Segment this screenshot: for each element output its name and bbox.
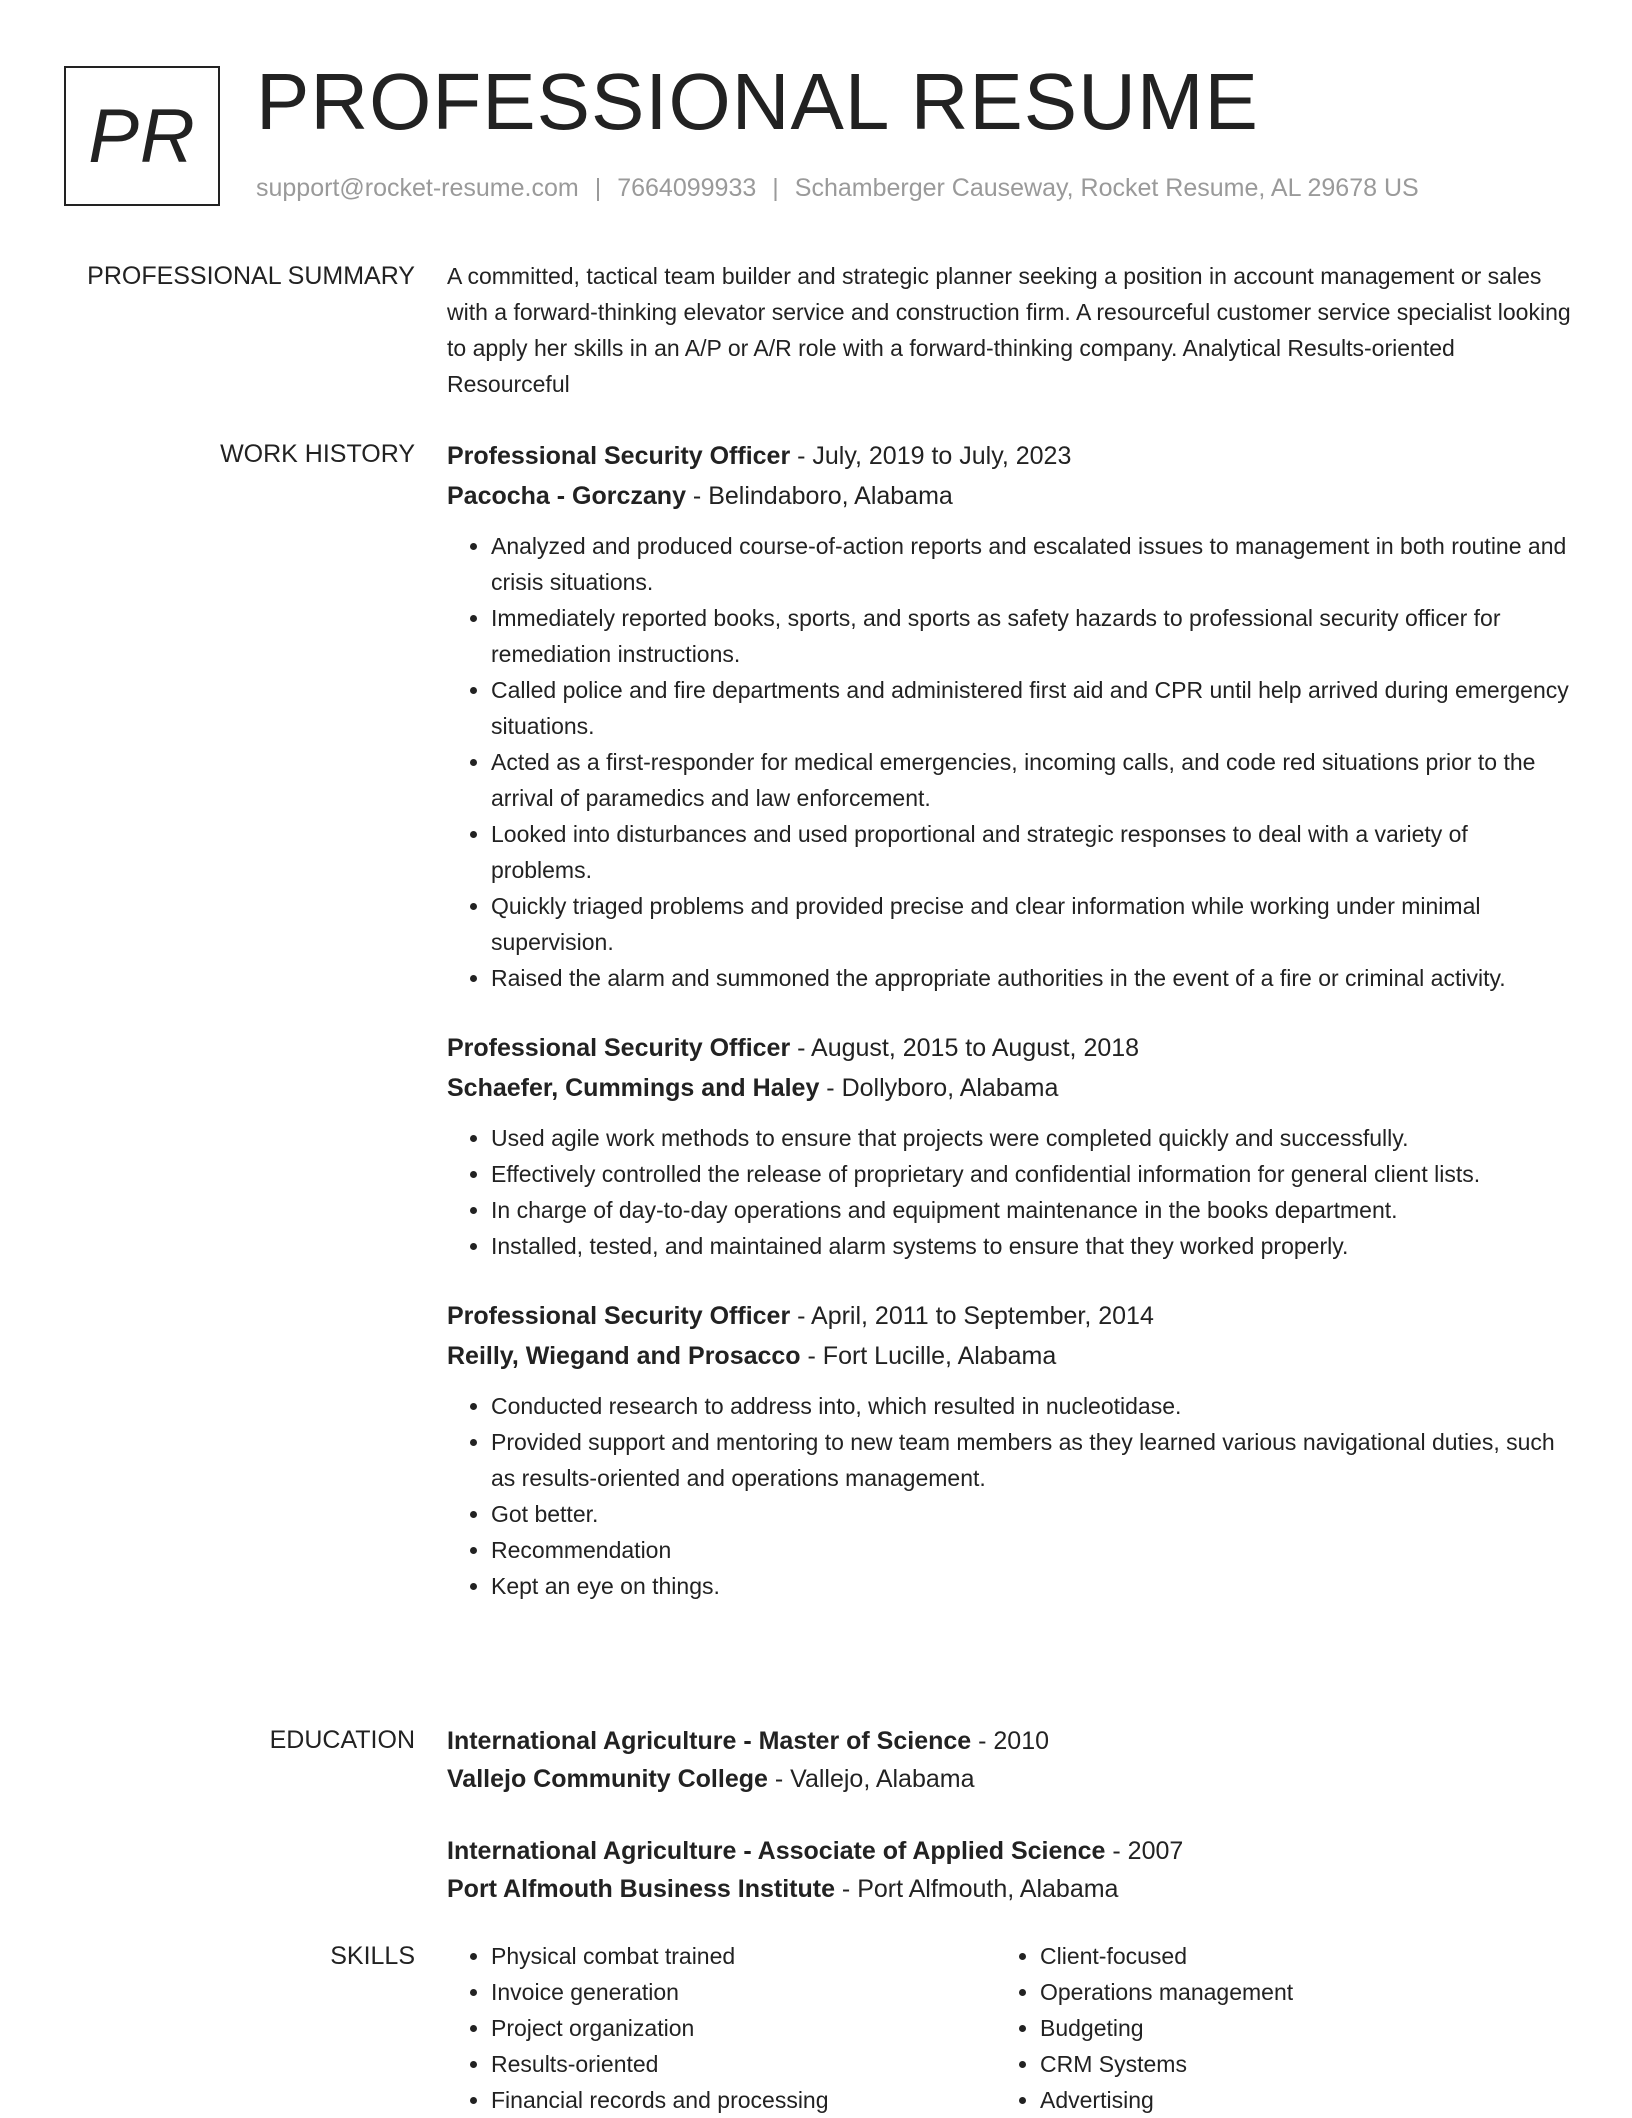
skill-item: • Operations management	[1040, 1974, 1545, 2010]
job-dates: - April, 2011 to September, 2014	[790, 1302, 1154, 1330]
job-bullet: • Recommendation	[491, 1532, 1572, 1568]
monogram-badge	[64, 66, 220, 206]
job-entry	[447, 1028, 1572, 1264]
education-location: - Port Alfmouth, Alabama	[834, 1875, 1119, 1903]
job-company-line	[447, 476, 1572, 516]
skill-item: • Budgeting	[1040, 2010, 1545, 2046]
education-entry	[447, 1832, 1572, 1908]
monogram-text: PR	[88, 93, 196, 179]
skills-list-right	[996, 1938, 1545, 2118]
section-label-skills: SKILLS	[330, 1942, 415, 1970]
skill-item: • Client-focused	[1040, 1938, 1545, 1974]
resume-title: PROFESSIONAL RESUME	[256, 57, 1259, 146]
skill-item: • Invoice generation	[491, 1974, 996, 2010]
job-location: - Dollyboro, Alabama	[819, 1074, 1059, 1102]
job-title: Professional Security Officer	[447, 442, 791, 470]
job-entry	[447, 436, 1572, 996]
education-location: - Vallejo, Alabama	[767, 1765, 975, 1793]
job-title-line	[447, 1296, 1572, 1336]
education-entry	[447, 1722, 1572, 1798]
contact-separator: |	[772, 174, 779, 202]
job-bullet: • Called police and fire departments and administered first aid and CPR until help arrived during emergency situations.	[491, 672, 1572, 744]
skill-item: • Financial records and processing	[491, 2082, 996, 2118]
job-bullet: • In charge of day-to-day operations and equipment maintenance in the books department.	[491, 1192, 1572, 1228]
job-company: Pacocha - Gorczany	[447, 482, 686, 510]
job-company-line	[447, 1336, 1572, 1376]
job-bullet: • Immediately reported books, sports, and sports as safety hazards to professional security officer for remediation instructions.	[491, 600, 1572, 672]
contact-phone: 7664099933	[617, 174, 757, 202]
contact-separator: |	[594, 174, 602, 202]
contact-address: Schamberger Causeway, Rocket Resume, AL 29678 US	[794, 174, 1419, 202]
job-dates: - August, 2015 to August, 2018	[790, 1034, 1140, 1062]
job-bullets	[447, 1388, 1572, 1604]
skills-list-left	[447, 1938, 996, 2118]
job-bullet: • Used agile work methods to ensure that projects were completed quickly and successfully.	[491, 1120, 1572, 1156]
job-title: Professional Security Officer	[447, 1034, 791, 1062]
education-year: - 2007	[1105, 1837, 1184, 1865]
job-location: - Fort Lucille, Alabama	[800, 1342, 1057, 1370]
education-year: - 2010	[971, 1727, 1050, 1755]
education-school-line	[447, 1760, 1572, 1798]
education-school: Vallejo Community College	[447, 1765, 768, 1793]
education-degree: International Agriculture - Master of Science	[447, 1727, 972, 1755]
job-title-line	[447, 1028, 1572, 1068]
section-label-work-history: WORK HISTORY	[220, 440, 415, 468]
summary-text: A committed, tactical team builder and strategic planner seeking a position in account management or sales with a forward-thinking elevator service and construction firm. A resourceful customer service specialist looking to apply her skills in an A/P or A/R role with a forward-thinking company. Analytical Results-oriented Resourceful	[447, 263, 1571, 397]
contact-email: support@rocket-resume.com	[256, 174, 579, 202]
job-bullets	[447, 528, 1572, 996]
job-title: Professional Security Officer	[447, 1302, 791, 1330]
skill-item: • Physical combat trained	[491, 1938, 996, 1974]
job-bullet: • Got better.	[491, 1496, 1572, 1532]
job-bullet: • Effectively controlled the release of proprietary and confidential information for general client lists.	[491, 1156, 1572, 1192]
education-school: Port Alfmouth Business Institute	[447, 1875, 835, 1903]
job-bullet: • Provided support and mentoring to new team members as they learned various navigational duties, such as results-oriented and operations management.	[491, 1424, 1572, 1496]
skill-item: • Project organization	[491, 2010, 996, 2046]
job-bullet: • Quickly triaged problems and provided precise and clear information while working under minimal supervision.	[491, 888, 1572, 960]
job-bullet: • Conducted research to address into, which resulted in nucleotidase.	[491, 1388, 1572, 1424]
skills-columns	[447, 1938, 1572, 2118]
education-degree-line	[447, 1722, 1572, 1760]
skill-item: • Results-oriented	[491, 2046, 996, 2082]
education-degree: International Agriculture - Associate of Applied Science	[447, 1837, 1106, 1865]
section-label-summary: PROFESSIONAL SUMMARY	[87, 262, 415, 290]
education-school-line	[447, 1870, 1572, 1908]
job-bullet: • Acted as a first-responder for medical emergencies, incoming calls, and code red situations prior to the arrival of paramedics and law enforcement.	[491, 744, 1572, 816]
contact-line	[256, 174, 1419, 203]
education-degree-line	[447, 1832, 1572, 1870]
job-bullet: • Analyzed and produced course-of-action reports and escalated issues to management in both routine and crisis situations.	[491, 528, 1572, 600]
job-bullets	[447, 1120, 1572, 1264]
job-location: - Belindaboro, Alabama	[685, 482, 953, 510]
job-company: Schaefer, Cummings and Haley	[447, 1074, 820, 1102]
job-dates: - July, 2019 to July, 2023	[790, 442, 1072, 470]
skill-item: • Advertising	[1040, 2082, 1545, 2118]
job-bullet: • Raised the alarm and summoned the appropriate authorities in the event of a fire or criminal activity.	[491, 960, 1572, 996]
job-bullet: • Installed, tested, and maintained alarm systems to ensure that they worked properly.	[491, 1228, 1572, 1264]
job-company-line	[447, 1068, 1572, 1108]
section-label-education: EDUCATION	[269, 1726, 415, 1754]
job-company: Reilly, Wiegand and Prosacco	[447, 1342, 801, 1370]
job-entry	[447, 1296, 1572, 1604]
job-bullet: • Kept an eye on things.	[491, 1568, 1572, 1604]
job-title-line	[447, 436, 1572, 476]
job-bullet: • Looked into disturbances and used proportional and strategic responses to deal with a variety of problems.	[491, 816, 1572, 888]
skill-item: • CRM Systems	[1040, 2046, 1545, 2082]
